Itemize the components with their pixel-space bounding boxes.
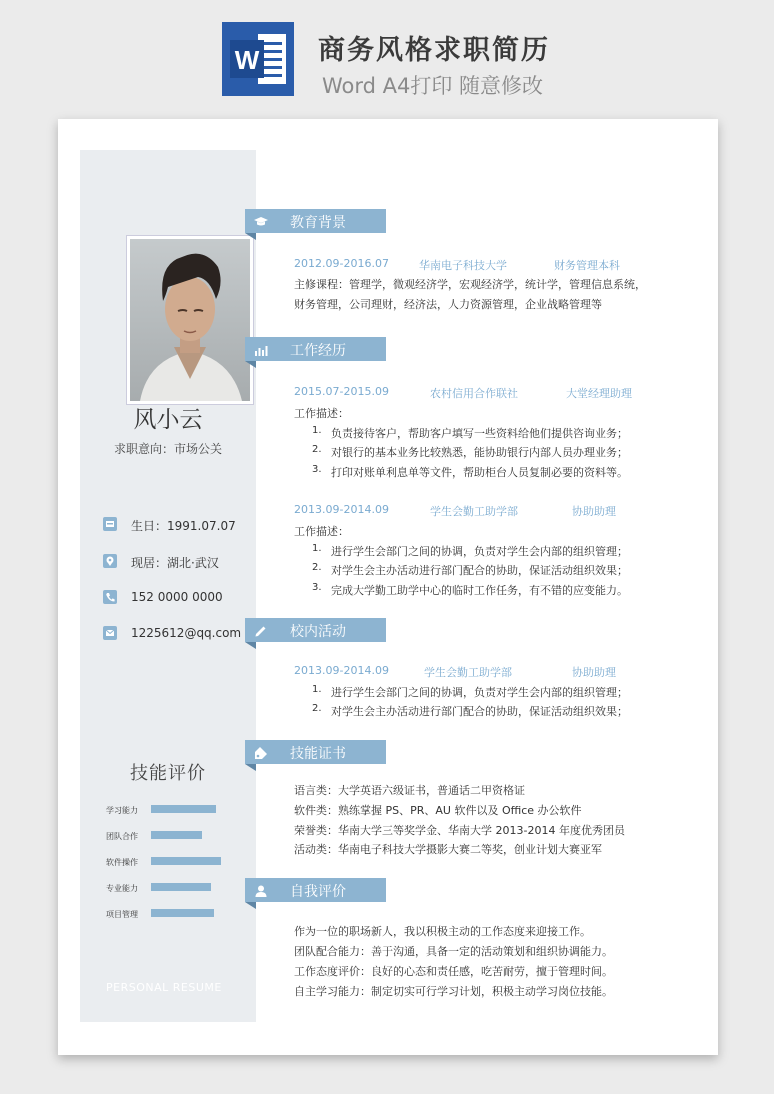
pencil-icon xyxy=(254,623,268,637)
campus-item-1: 进行学生会部门之间的协调，负责对学生会内部的组织管理； xyxy=(331,686,628,699)
skill-label: 软件操作 xyxy=(106,858,138,867)
section-header-certs xyxy=(245,740,386,764)
skill-label: 项目管理 xyxy=(106,910,138,919)
word-logo xyxy=(222,22,294,96)
job-1-role: 大堂经理助理 xyxy=(566,387,632,400)
job-2-desc-label: 工作描述： xyxy=(294,525,349,538)
contact-location-text: 现居：湖北·武汉 xyxy=(131,556,219,570)
skill-bar xyxy=(151,857,221,865)
education-period: 2012.09-2016.07 xyxy=(294,257,389,270)
section-title-self: 自我评价 xyxy=(290,884,346,900)
skill-label: 学习能力 xyxy=(106,806,138,815)
self-line-2: 团队配合能力：善于沟通，具备一定的活动策划和组织协调能力。 xyxy=(294,945,613,958)
job-1-org: 农村信用合作联社 xyxy=(430,387,518,400)
job-1-period: 2015.07-2015.09 xyxy=(294,385,389,398)
section-title-certs: 技能证书 xyxy=(290,746,346,762)
job-2-item-2-num: 2. xyxy=(312,562,322,573)
campus-role: 协助助理 xyxy=(572,666,616,679)
location-pin-icon xyxy=(102,553,118,569)
page-subtitle: Word A4打印 随意修改 xyxy=(322,74,544,98)
campus-item-1-num: 1. xyxy=(312,684,322,695)
self-line-4: 自主学习能力：制定切实可行学习计划，积极主动学习岗位技能。 xyxy=(294,985,613,998)
self-line-1: 作为一位的职场新人，我以积极主动的工作态度来迎接工作。 xyxy=(294,925,591,938)
resume-page xyxy=(58,119,718,1055)
contact-phone-text: 152 0000 0000 xyxy=(131,590,223,604)
skill-bar xyxy=(151,909,214,917)
cert-line-2: 软件类：熟练掌握 PS、PR、AU 软件以及 Office 办公软件 xyxy=(294,804,582,817)
job-1-item-1-num: 1. xyxy=(312,425,322,436)
section-title-work: 工作经历 xyxy=(290,343,346,359)
job-2-period: 2013.09-2014.09 xyxy=(294,503,389,516)
cert-line-4: 活动类：华南电子科技大学摄影大赛二等奖，创业计划大赛亚军 xyxy=(294,843,602,856)
job-1-item-2: 对银行的基本业务比较熟悉，能协助银行内部人员办理业务； xyxy=(331,446,628,459)
skills-title: 技能评价 xyxy=(130,763,206,784)
calendar-icon xyxy=(102,516,118,532)
job-1-item-3-num: 3. xyxy=(312,464,322,475)
graduation-cap-icon xyxy=(254,214,268,228)
campus-org: 学生会勤工助学部 xyxy=(424,666,512,679)
job-2-item-3-num: 3. xyxy=(312,582,322,593)
job-2-role: 协助助理 xyxy=(572,505,616,518)
education-major: 财务管理本科 xyxy=(554,259,620,272)
contact-email-text: 1225612@qq.com xyxy=(131,626,242,640)
campus-item-2-num: 2. xyxy=(312,703,322,714)
campus-period: 2013.09-2014.09 xyxy=(294,664,389,677)
job-2-item-1: 进行学生会部门之间的协调，负责对学生会内部的组织管理； xyxy=(331,545,628,558)
section-header-work xyxy=(245,337,386,361)
skill-bar xyxy=(151,805,216,813)
section-title-education: 教育背景 xyxy=(290,215,346,231)
job-1-item-2-num: 2. xyxy=(312,444,322,455)
profile-name: 风小云 xyxy=(133,407,203,433)
page-title: 商务风格求职简历 xyxy=(318,35,550,66)
tag-icon xyxy=(254,745,268,759)
education-school: 华南电子科技大学 xyxy=(419,259,507,272)
mail-icon xyxy=(102,625,118,641)
job-1-item-1: 负责接待客户，帮助客户填写一些资料给他们提供咨询业务； xyxy=(331,427,628,440)
profile-photo xyxy=(127,236,253,404)
job-1-desc-label: 工作描述： xyxy=(294,407,349,420)
word-logo-letter: W xyxy=(234,45,260,75)
skill-bar xyxy=(151,883,211,891)
campus-item-2: 对学生会主办活动进行部门配合的协助，保证活动组织效果； xyxy=(331,705,628,718)
sidebar-footer: PERSONAL RESUME xyxy=(106,981,222,994)
job-2-item-1-num: 1. xyxy=(312,543,322,554)
skill-bar xyxy=(151,831,202,839)
section-title-campus: 校内活动 xyxy=(290,624,346,640)
education-line-1: 主修课程：管理学，微观经济学，宏观经济学，统计学，管理信息系统， xyxy=(294,278,646,291)
skill-label: 团队合作 xyxy=(106,832,138,841)
self-line-3: 工作态度评价：良好的心态和责任感，吃苦耐劳，擅于管理时间。 xyxy=(294,965,613,978)
job-2-item-2: 对学生会主办活动进行部门配合的协助，保证活动组织效果； xyxy=(331,564,628,577)
section-header-self xyxy=(245,878,386,902)
bar-chart-icon xyxy=(254,342,268,356)
job-2-item-3: 完成大学勤工助学中心的临时工作任务，有不错的应变能力。 xyxy=(331,584,628,597)
section-header-campus xyxy=(245,618,386,642)
education-line-2: 财务管理，公司理财，经济法，人力资源管理，企业战略管理等 xyxy=(294,298,602,311)
contact-birthday-text: 生日：1991.07.07 xyxy=(131,519,236,533)
sidebar xyxy=(80,150,256,1022)
phone-icon xyxy=(102,589,118,605)
cert-line-1: 语言类：大学英语六级证书，普通话二甲资格证 xyxy=(294,784,525,797)
section-header-education xyxy=(245,209,386,233)
cert-line-3: 荣誉类：华南大学三等奖学金、华南大学 2013-2014 年度优秀团员 xyxy=(294,824,625,837)
user-icon xyxy=(254,883,268,897)
job-intent: 求职意向：市场公关 xyxy=(113,442,222,456)
job-1-item-3: 打印对账单利息单等文件，帮助柜台人员复制必要的资料等。 xyxy=(331,466,628,479)
skill-label: 专业能力 xyxy=(106,884,138,893)
job-2-org: 学生会勤工助学部 xyxy=(430,505,518,518)
